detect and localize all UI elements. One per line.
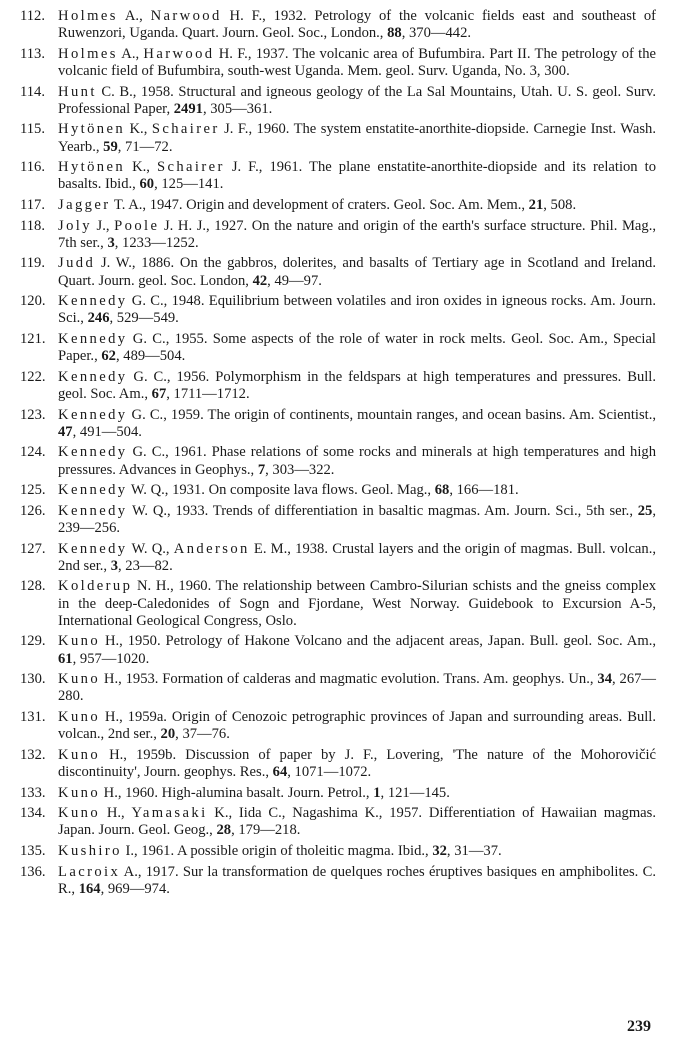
- reference-text: J. W., 1886. On the gabbros, dolerites, and basalts of Tertiary age in Scotland and Ireland. Quart. Journ. geol. Soc. London,: [58, 255, 656, 289]
- reference-pages: , 179—218.: [231, 822, 301, 839]
- reference-author: Kennedy: [58, 540, 128, 557]
- reference-pages: , 49—97.: [267, 272, 322, 289]
- reference-item: [20, 805, 656, 839]
- reference-author: Kuno: [58, 708, 101, 725]
- reference-number: 131.: [20, 708, 46, 725]
- reference-text: W. Q., 1931. On composite lava flows. Geol. Mag.,: [127, 482, 435, 499]
- reference-volume: 2491: [173, 100, 203, 117]
- reference-volume: 62: [101, 348, 116, 365]
- reference-number: 136.: [20, 863, 46, 880]
- reference-number: 112.: [20, 8, 45, 24]
- reference-pages: , 1711—1712.: [166, 385, 250, 402]
- reference-number: 119.: [20, 255, 45, 272]
- reference-author: Kolderup: [58, 578, 133, 595]
- reference-pages: , 508.: [543, 196, 577, 213]
- reference-number: 121.: [20, 330, 46, 347]
- reference-item: [20, 541, 656, 575]
- reference-volume: 88: [387, 25, 402, 42]
- reference-pages: , 303—322.: [265, 461, 335, 478]
- reference-author: Kennedy: [58, 330, 128, 347]
- reference-coauthor: Schairer: [151, 121, 220, 138]
- reference-text: G. C., 1961. Phase relations of some rocks and minerals at high temperatures and high pressures. Advances in Geophys.,: [58, 444, 656, 478]
- reference-author: Jagger: [58, 196, 111, 213]
- reference-volume: 32: [432, 842, 447, 859]
- reference-number: 135.: [20, 842, 46, 859]
- reference-text: H., 1950. Petrology of Hakone Volcano and the adjacent areas, Japan. Bull. geol. Soc. Am.,: [100, 633, 656, 650]
- reference-text: G. C., 1956. Polymorphism in the feldspars at high temperatures and pressures. Bull. geol. Soc. Am.,: [58, 368, 656, 402]
- reference-item: [20, 46, 656, 80]
- reference-item: [20, 671, 656, 705]
- reference-number: 123.: [20, 406, 46, 423]
- reference-pages: , 267—280.: [58, 671, 657, 705]
- reference-volume: 61: [58, 650, 73, 667]
- reference-coauthor: Yamasaki: [131, 805, 208, 822]
- reference-pages: , 37—76.: [175, 726, 230, 743]
- reference-item: [20, 407, 656, 441]
- reference-author: Kennedy: [58, 293, 128, 310]
- reference-volume: 60: [139, 176, 155, 193]
- reference-text: J. F., 1960. The system enstatite-anorthite-diopside. Carnegie Inst. Wash. Yearb.,: [58, 121, 656, 155]
- reference-pages: , 305—361.: [202, 100, 273, 117]
- reference-text: H., 1959a. Origin of Cenozoic petrographic provinces of Japan and surrounding areas. Bull. volcan., 2nd ser.,: [58, 708, 656, 743]
- reference-item: [20, 8, 656, 42]
- reference-item: [20, 482, 656, 499]
- reference-pages: , 529—549.: [109, 310, 179, 327]
- reference-pages: , 1233—1252.: [114, 234, 199, 251]
- reference-author: Kuno: [58, 784, 101, 801]
- reference-author-initials: K.,: [129, 121, 152, 138]
- reference-volume: 59: [103, 138, 118, 155]
- reference-number: 122.: [20, 368, 46, 385]
- reference-volume: 67: [151, 385, 167, 402]
- reference-author-initials: A.,: [121, 45, 144, 62]
- reference-item: [20, 84, 656, 118]
- reference-pages: , 491—504.: [72, 423, 142, 440]
- reference-volume: 42: [252, 272, 268, 289]
- reference-volume: 7: [257, 461, 266, 478]
- reference-text: I., 1961. A possible origin of tholeitic magma. Ibid.,: [121, 842, 433, 859]
- reference-author-initials: K.,: [132, 159, 157, 176]
- reference-author: Judd: [58, 255, 96, 272]
- reference-author: Kennedy: [58, 482, 128, 499]
- reference-number: 133.: [20, 784, 46, 801]
- reference-pages: , 969—974.: [100, 880, 170, 897]
- reference-number: 116.: [20, 159, 45, 176]
- reference-author: Holmes: [58, 8, 118, 24]
- reference-item: [20, 121, 656, 155]
- reference-number: 118.: [20, 217, 45, 234]
- reference-text: J. H. J., 1927. On the nature and origin of the earth's surface structure. Phil. Mag., 7th ser.,: [58, 217, 656, 251]
- reference-number: 134.: [20, 805, 46, 822]
- reference-author: Hytönen: [58, 121, 126, 138]
- reference-text: G. C., 1948. Equilibrium between volatiles and iron oxides in igneous rocks. Am. Journ. Sci.,: [58, 293, 656, 327]
- reference-number: 114.: [20, 83, 45, 100]
- reference-author: Kennedy: [58, 444, 128, 461]
- reference-coauthor: Schairer: [156, 159, 225, 176]
- reference-item: [20, 503, 656, 537]
- reference-number: 127.: [20, 540, 46, 557]
- reference-volume: 34: [597, 671, 612, 688]
- reference-item: [20, 578, 656, 630]
- reference-pages: , 957—1020.: [72, 650, 150, 667]
- reference-text: H., 1959b. Discussion of paper by J. F., Lovering, 'The nature of the Mohorovičić discontinuity', Journ. geophys. Res.,: [58, 746, 656, 780]
- reference-item: [20, 785, 656, 802]
- reference-number: 128.: [20, 578, 46, 595]
- reference-pages: , 23—82.: [118, 557, 173, 574]
- reference-number: 120.: [20, 293, 46, 310]
- reference-author-initials: J.,: [96, 217, 115, 234]
- reference-number: 124.: [20, 444, 46, 461]
- reference-volume: 28: [216, 822, 232, 839]
- reference-author: Kennedy: [58, 502, 128, 519]
- reference-pages: , 71—72.: [117, 138, 173, 155]
- reference-volume: 1: [373, 784, 381, 801]
- reference-coauthor: Narwood: [150, 8, 222, 24]
- reference-text: T. A., 1947. Origin and development of craters. Geol. Soc. Am. Mem.,: [110, 196, 529, 213]
- reference-item: [20, 843, 656, 860]
- reference-text: E. M., 1938. Crustal layers and the origin of magmas. Bull. volcan., 2nd ser.,: [58, 540, 657, 574]
- reference-pages: , 370—442.: [401, 25, 472, 42]
- reference-item: [20, 369, 656, 403]
- reference-text: G. C., 1959. The origin of continents, mountain ranges, and ocean basins. Am. Scientist.,: [127, 406, 656, 423]
- reference-author: Hunt: [58, 83, 97, 100]
- reference-number: 130.: [20, 671, 46, 688]
- reference-volume: 3: [110, 557, 118, 574]
- reference-coauthor: Harwood: [143, 45, 215, 62]
- reference-volume: 20: [160, 726, 176, 743]
- reference-volume: 68: [434, 482, 450, 499]
- reference-author: Kushiro: [58, 842, 122, 859]
- reference-pages: , 489—504.: [115, 348, 186, 365]
- reference-volume: 3: [107, 234, 115, 251]
- reference-item: [20, 444, 656, 478]
- reference-pages: , 1071—1072.: [287, 763, 372, 780]
- reference-pages: , 239—256.: [58, 502, 656, 536]
- reference-pages: , 31—37.: [446, 842, 502, 859]
- reference-list: [20, 8, 656, 901]
- reference-volume: 47: [58, 423, 73, 440]
- reference-item: [20, 709, 656, 743]
- reference-text: H., 1960. High-alumina basalt. Journ. Petrol.,: [100, 784, 374, 801]
- reference-text: W. Q., 1933. Trends of differentiation in basaltic magmas. Am. Journ. Sci., 5th ser.,: [127, 502, 638, 519]
- reference-author: Joly: [58, 217, 92, 234]
- reference-volume: 64: [272, 763, 288, 780]
- reference-author-initials: H.,: [106, 805, 132, 822]
- reference-volume: 21: [528, 196, 544, 213]
- reference-item: [20, 218, 656, 252]
- reference-author: Kuno: [58, 805, 101, 822]
- reference-volume: 246: [87, 310, 110, 327]
- reference-coauthor: Poole: [114, 217, 160, 234]
- reference-text: K., Iida C., Nagashima K., 1957. Differentiation of Hawaiian magmas. Japan. Journ. Geol. Geog.,: [58, 805, 656, 839]
- reference-pages: , 166—181.: [449, 482, 519, 499]
- reference-text: G. C., 1955. Some aspects of the role of water in rock melts. Geol. Soc. Am., Special Paper.,: [58, 330, 656, 365]
- reference-author-initials: W. Q.,: [131, 540, 174, 557]
- reference-number: 115.: [20, 121, 45, 138]
- reference-number: 126.: [20, 502, 46, 519]
- reference-pages: , 121—145.: [380, 784, 450, 801]
- reference-number: 132.: [20, 746, 46, 763]
- reference-item: [20, 747, 656, 781]
- reference-author: Hytönen: [58, 159, 126, 176]
- reference-author: Holmes: [58, 45, 118, 62]
- reference-author: Kennedy: [58, 368, 128, 385]
- reference-number: 117.: [20, 196, 45, 213]
- reference-volume: 164: [78, 880, 101, 897]
- reference-volume: 25: [637, 502, 653, 519]
- reference-text: H. F., 1932. Petrology of the volcanic fields east and southeast of Ruwenzori, Uganda. Quart. Journ. Geol. Soc., London.,: [58, 8, 657, 42]
- reference-item: [20, 331, 656, 365]
- reference-author: Lacroix: [58, 863, 121, 880]
- reference-item: [20, 633, 656, 667]
- reference-number: 129.: [20, 633, 46, 650]
- reference-author: Kennedy: [58, 406, 128, 423]
- reference-author: Kuno: [58, 671, 101, 688]
- reference-number: 125.: [20, 482, 46, 499]
- page-number: 239: [627, 1018, 651, 1035]
- reference-item: [20, 293, 656, 327]
- reference-item: [20, 864, 656, 898]
- reference-pages: , 125—141.: [154, 176, 224, 193]
- reference-item: [20, 197, 656, 214]
- reference-text: J. F., 1961. The plane enstatite-anorthite-diopside and its relation to basalts. Ibid.,: [58, 159, 656, 193]
- reference-author: Kuno: [58, 633, 101, 650]
- reference-text: H., 1953. Formation of calderas and magmatic evolution. Trans. Am. geophys. Un.,: [100, 671, 598, 688]
- reference-item: [20, 159, 656, 193]
- reference-author: Kuno: [58, 746, 101, 763]
- reference-text: C. B., 1958. Structural and igneous geology of the La Sal Mountains, Utah. U. S. geol. Surv. Professional Paper,: [58, 83, 656, 117]
- reference-item: [20, 255, 656, 289]
- reference-text: N. H., 1960. The relationship between Cambro-Silurian schists and the gneiss complex in the deep-Caledonides of Sogn and Fjordane, West Norway. Guidebook to Excursion A-5, International Geological Congress, Oslo.: [58, 578, 656, 629]
- reference-text: A., 1917. Sur la transformation de quelques roches éruptives basiques en amphibolites. C. R.,: [58, 863, 656, 897]
- reference-coauthor: Anderson: [173, 540, 250, 557]
- reference-author-initials: A.,: [124, 8, 151, 24]
- reference-text: H. F., 1937. The volcanic area of Bufumbira. Part II. The petrology of the volcanic field of Bufumbira, south-west Uganda. Mem. geol. Surv. Uganda, No. 3, 300.: [58, 45, 656, 79]
- reference-number: 113.: [20, 45, 45, 62]
